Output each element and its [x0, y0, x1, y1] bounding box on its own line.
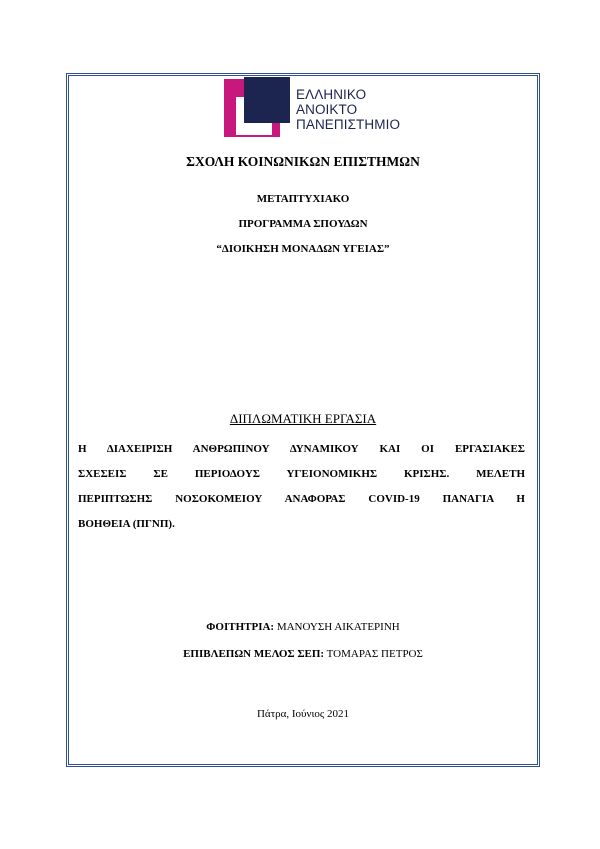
thesis-title-line: ΣΧΕΣΕΙΣ ΣΕ ΠΕΡΙΟΔΟΥΣ ΥΓΕΙΟΝΟΜΙΚΗΣ ΚΡΙΣΗΣ. ΜΕΛΕΤΗ: [78, 468, 525, 480]
thesis-title: [78, 437, 525, 537]
supervisor-info: [68, 648, 538, 660]
program-line-3: “ΔΙΟΙΚΗΣΗ ΜΟΝΑΔΩΝ ΥΓΕΙΑΣ”: [216, 243, 390, 255]
supervisor-name: ΤΟΜΑΡΑΣ ΠΕΤΡΟΣ: [326, 648, 423, 660]
student-info: [68, 621, 538, 633]
thesis-title-line: ΒΟΗΘΕΙΑ (ΠΓΝΠ).: [78, 518, 175, 530]
place-and-date: Πάτρα, Ιούνιος 2021: [256, 708, 350, 720]
thesis-title-line: ΠΕΡΙΠΤΩΣΗΣ ΝΟΣΟΚΟΜΕΙΟΥ ΑΝΑΦΟΡΑΣ COVID-19 ΠΑΝΑΓΙΑ Η: [78, 493, 525, 505]
program-line-2: ΠΡΟΓΡΑΜΜΑ ΣΠΟΥΔΩΝ: [238, 218, 368, 230]
university-logo-text: [296, 87, 400, 132]
logo-text-line: ΑΝΟΙΚΤΟ: [296, 102, 358, 117]
thesis-label: ΔΙΠΛΩΜΑΤΙΚΗ ΕΡΓΑΣΙΑ: [229, 411, 377, 426]
student-label: ΦΟΙΤΗΤΡΙΑ:: [206, 621, 275, 633]
logo-navy-square: [244, 77, 290, 123]
school-name: ΣΧΟΛΗ ΚΟΙΝΩΝΙΚΩΝ ΕΠΙΣΤΗΜΩΝ: [186, 154, 420, 169]
program-line-1: ΜΕΤΑΠΤΥΧΙΑΚΟ: [256, 193, 350, 205]
supervisor-label: ΕΠΙΒΛΕΠΩΝ ΜΕΛΟΣ ΣΕΠ:: [183, 648, 325, 660]
thesis-title-line: Η ΔΙΑΧΕΙΡΙΣΗ ΑΝΘΡΩΠΙΝΟΥ ΔΥΝΑΜΙΚΟΥ ΚΑΙ ΟΙ ΕΡΓΑΣΙΑΚΕΣ: [78, 443, 525, 455]
logo-text-line: ΕΛΛΗΝΙΚΟ: [296, 87, 367, 102]
logo-text-line: ΠΑΝΕΠΙΣΤΗΜΙΟ: [296, 117, 401, 132]
student-name: ΜΑΝΟΥΣΗ ΑΙΚΑΤΕΡΙΝΗ: [276, 621, 400, 633]
